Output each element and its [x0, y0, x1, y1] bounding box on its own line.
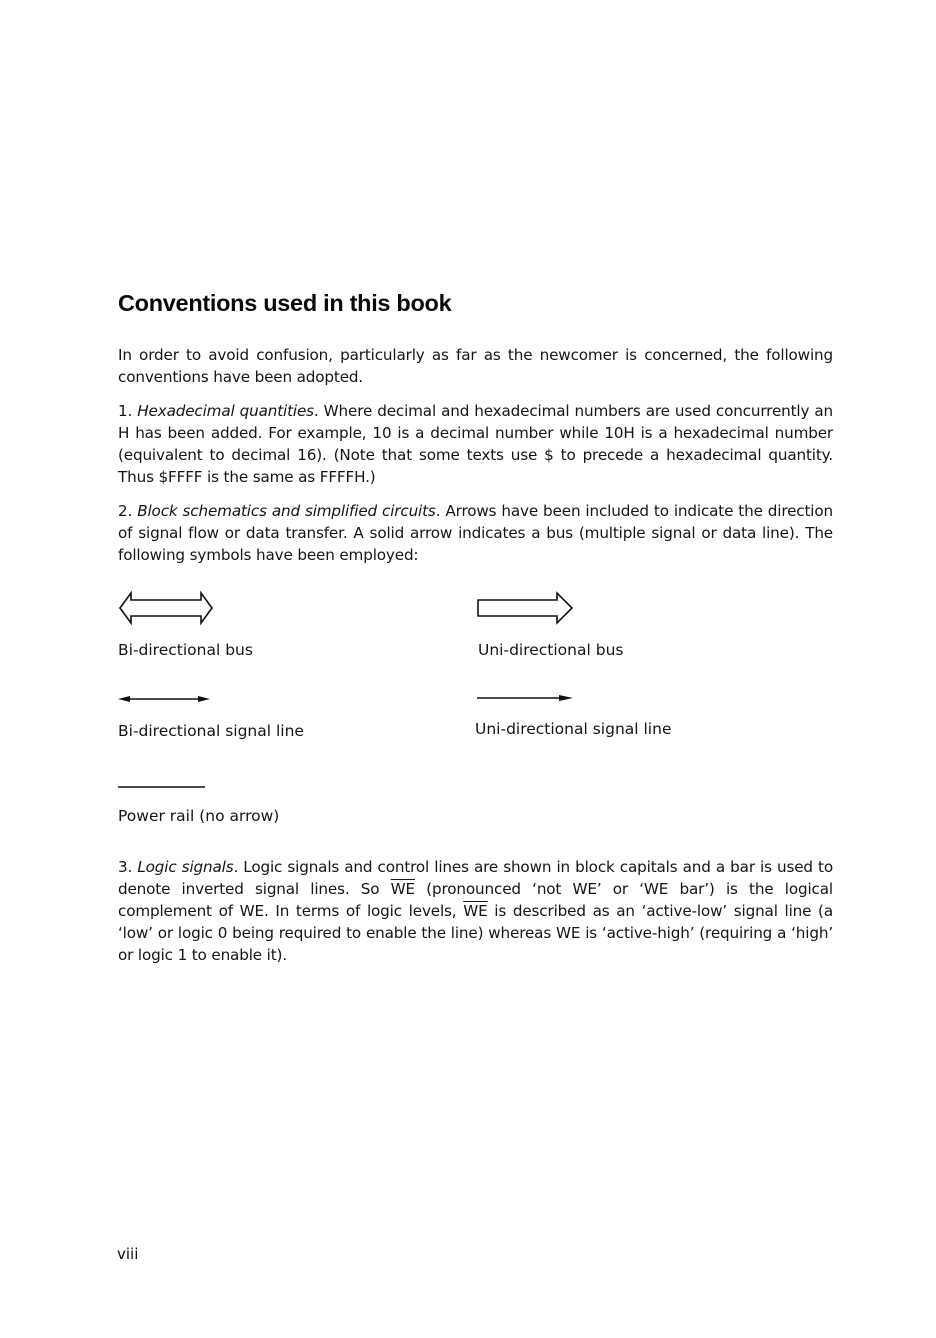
inverted-signal-we: $\overline{WE}$	[463, 902, 488, 920]
symbol-label: Bi-directional signal line	[118, 722, 304, 740]
unidirectional-bus-arrow-icon	[477, 592, 577, 624]
section-number: 3.	[118, 858, 133, 876]
section-heading: Block schematics and simplified circuits	[137, 502, 436, 520]
power-rail-line-icon	[118, 785, 206, 789]
bidirectional-signal-line-icon	[118, 694, 210, 704]
bidirectional-bus-arrow-icon	[118, 592, 214, 624]
section-heading: Logic signals	[137, 858, 234, 876]
section-block-schematics	[118, 500, 833, 566]
symbol-label: Uni-directional bus	[478, 641, 624, 659]
section-text: . Arrows have been included to indicate the direction of signal flow or data transfer. A solid arrow indicates a bus (multiple signal or data line). The following symbols have been employed:	[118, 502, 833, 564]
section-text: is described as an ‘active-low’ signal line (a ‘low’ or logic 0 being required to enable the line) whereas WE is ‘active-high’ (requiring a ‘high’ or logic 1 to enable it).	[118, 902, 833, 964]
inverted-signal-we: $\overline{WE}$	[390, 880, 415, 898]
unidirectional-signal-line-icon	[477, 693, 573, 703]
symbol-label: Power rail (no arrow)	[118, 807, 280, 825]
symbol-label: Uni-directional signal line	[475, 720, 672, 738]
page-number: viii	[117, 1245, 139, 1263]
page-title: Conventions used in this book	[118, 290, 452, 316]
section-text: . Logic signals and control lines are shown in block capitals and a bar is used to denote inverted signal lines. So	[118, 858, 834, 898]
intro-paragraph: In order to avoid confusion, particularly as far as the newcomer is concerned, the following conventions have been adopted.	[118, 346, 833, 386]
section-hexadecimal	[118, 400, 833, 488]
section-heading: Hexadecimal quantities	[137, 402, 314, 420]
section-logic-signals	[118, 856, 833, 966]
section-number: 2.	[118, 502, 133, 520]
symbol-label: Bi-directional bus	[118, 641, 253, 659]
section-text: (pronounced ‘not WE’ or ‘WE bar’) is the logical complement of WE. In terms of logic levels,	[118, 880, 833, 920]
section-number: 1.	[118, 402, 133, 420]
section-text: . Where decimal and hexadecimal numbers are used concurrently an H has been added. For example, 10 is a decimal number while 10H is a hexadecimal number (equivalent to decimal 16). (Note that some texts use $ to precede a hexadecimal quantity. Thus $FFFF is the same as FFFFH.)	[118, 402, 834, 486]
